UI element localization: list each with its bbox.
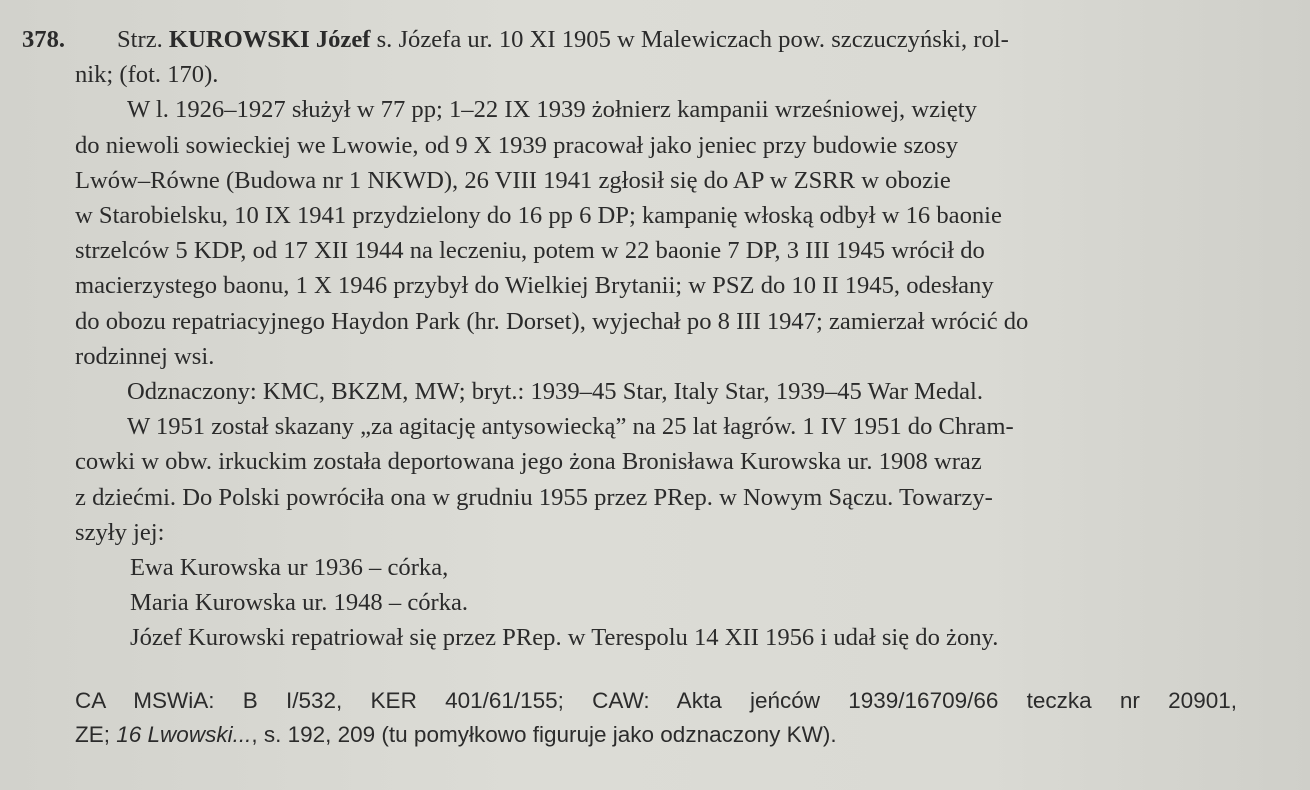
sources-italic-title: 16 Lwowski...	[116, 722, 252, 747]
service-line: W l. 1926–1927 służył w 77 pp; 1–22 IX 1939 żołnierz kampanii wrześniowej, wzięty	[127, 96, 977, 124]
entry-birth-info: s. Józefa ur. 10 XI 1905 w Malewiczach pow. szczuczyński, rol-	[370, 26, 1009, 53]
decorations-line: Odznaczony: KMC, BKZM, MW; bryt.: 1939–45 Star, Italy Star, 1939–45 War Medal.	[127, 378, 984, 406]
sentence-line: W 1951 został skazany „za agitację antysowiecką” na 25 lat łagrów. 1 IV 1951 do Chram-	[127, 413, 1014, 441]
service-line: Lwów–Równe (Budowa nr 1 NKWD), 26 VIII 1941 zgłosił się do AP w ZSRR w obozie	[75, 166, 951, 194]
entry-rank: Strz.	[117, 26, 169, 53]
service-line: strzelców 5 KDP, od 17 XII 1944 na leczeniu, potem w 22 baonie 7 DP, 3 III 1945 wrócił do	[75, 237, 985, 265]
sentence-line: cowki w obw. irkuckim została deportowana jego żona Bronisława Kurowska ur. 1908 wraz	[75, 448, 982, 476]
sources-prefix: ZE;	[75, 722, 117, 747]
child-line: Ewa Kurowska ur 1936 – córka,	[130, 554, 449, 582]
sources-line	[75, 718, 1237, 752]
service-line: do niewoli sowieckiej we Lwowie, od 9 X 1939 pracował jako jeniec przy budowie szosy	[75, 131, 959, 159]
sentence-line: szyły jej:	[75, 518, 165, 546]
service-line: rodzinnej wsi.	[75, 342, 215, 370]
sentence-line: z dziećmi. Do Polski powróciła ona w grudniu 1955 przez PRep. w Nowym Sączu. Towarzy-	[75, 483, 993, 511]
service-line: w Starobielsku, 10 IX 1941 przydzielony do 16 pp 6 DP; kampanię włoską odbył w 16 baonie	[75, 202, 1002, 230]
service-line: macierzystego baonu, 1 X 1946 przybył do Wielkiej Brytanii; w PSZ do 10 II 1945, odesłany	[75, 272, 994, 300]
entry-header-line	[22, 22, 1252, 57]
sources-line: CA MSWiA: B I/532, KER 401/61/155; CAW: Akta jeńców 1939/16709/66 teczka nr 20901,	[75, 688, 1237, 713]
sources-block	[75, 684, 1237, 752]
service-line: do obozu repatriacyjnego Haydon Park (hr. Dorset), wyjechał po 8 III 1947; zamierzał wrócić do	[75, 307, 1029, 335]
entry-name: KUROWSKI Józef	[168, 26, 371, 53]
sources-suffix: , s. 192, 209 (tu pomyłkowo figuruje jako odznaczony KW).	[251, 722, 837, 747]
entry-occupation: nik; (fot. 170).	[75, 61, 219, 89]
entry-number: 378.	[22, 26, 66, 53]
return-note: Józef Kurowski repatriował się przez PRep. w Terespolu 14 XII 1956 i udał się do żony.	[130, 624, 999, 652]
biography-entry	[22, 22, 1252, 656]
child-line: Maria Kurowska ur. 1948 – córka.	[130, 589, 469, 617]
